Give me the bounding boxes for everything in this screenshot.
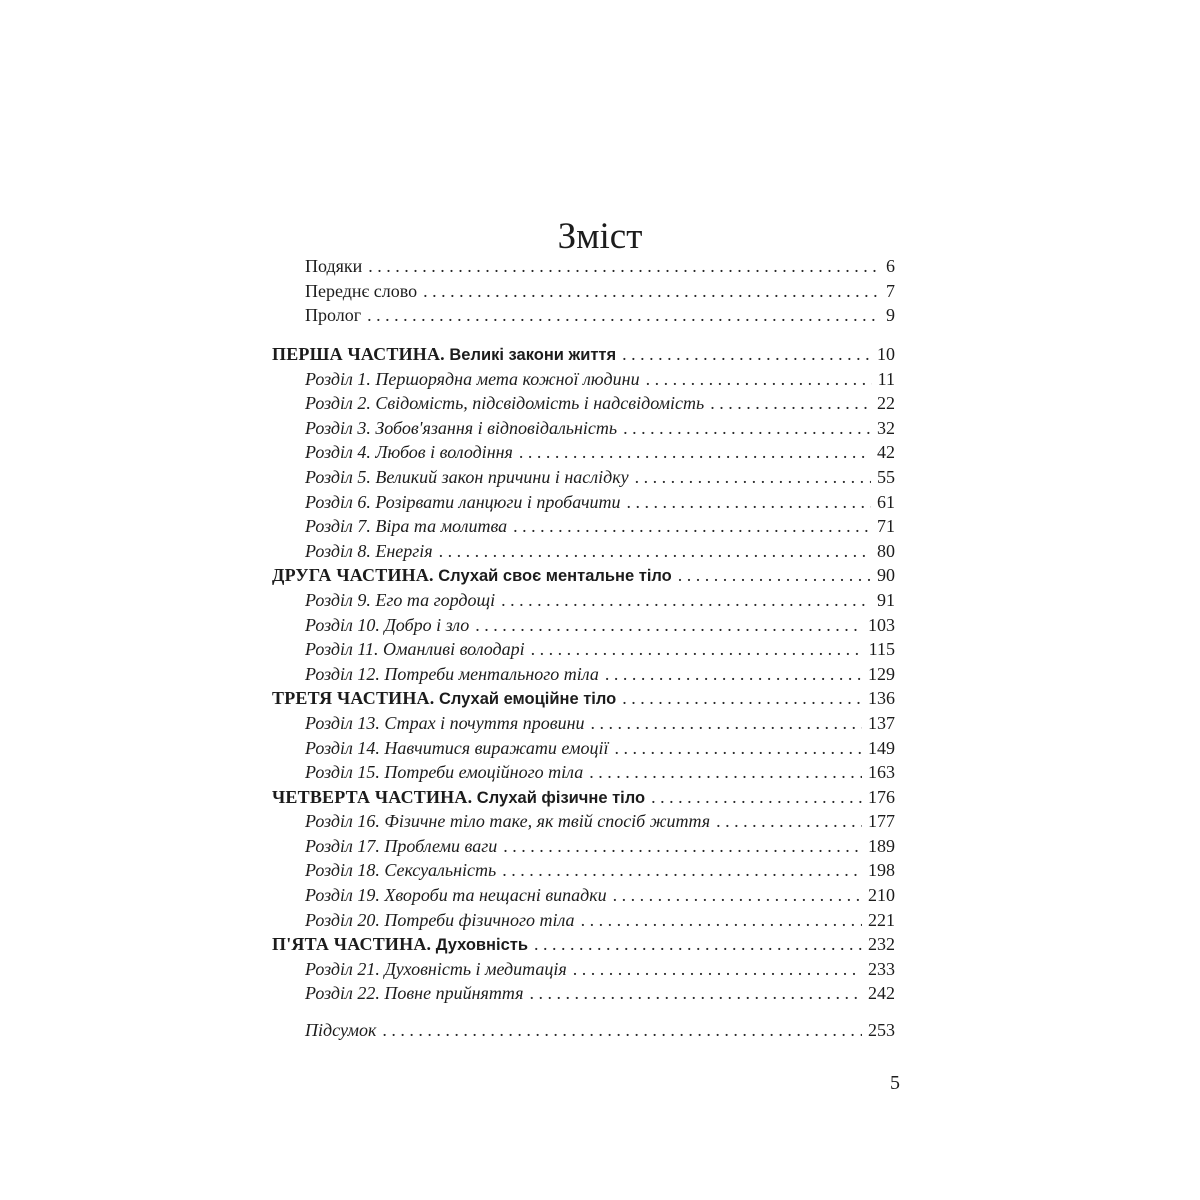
chapter-page: 32 xyxy=(877,417,895,438)
part-heading xyxy=(272,785,895,810)
part-name: ЧЕТВЕРТА ЧАСТИНА. xyxy=(272,786,473,807)
chapter-entry xyxy=(272,440,895,465)
chapter-label: Розділ 10. Добро і зло xyxy=(305,614,470,635)
chapter-label: Розділ 20. Потреби фізичного тіла xyxy=(305,909,575,930)
dot-leader xyxy=(519,440,871,465)
part-page: 232 xyxy=(868,934,895,955)
chapter-page: 137 xyxy=(868,712,895,733)
chapter-entry xyxy=(272,908,895,933)
part-page: 176 xyxy=(868,786,895,807)
part-heading xyxy=(272,932,895,957)
dot-leader xyxy=(651,785,862,810)
part-subtitle: Слухай фізичне тіло xyxy=(476,788,646,807)
dot-leader xyxy=(439,539,871,564)
chapter-page: 61 xyxy=(877,491,895,512)
part-heading xyxy=(272,686,895,711)
dot-leader xyxy=(534,932,862,957)
chapter-label: Розділ 5. Великий закон причини і наслідку xyxy=(305,466,629,487)
chapter-entry xyxy=(272,711,895,736)
chapter-page: 149 xyxy=(868,737,895,758)
chapter-page: 177 xyxy=(868,811,895,832)
page-number: 5 xyxy=(890,1072,900,1094)
dot-leader xyxy=(627,490,871,515)
dot-leader xyxy=(589,760,862,785)
chapter-entry xyxy=(272,858,895,883)
part-name: П'ЯТА ЧАСТИНА. xyxy=(272,934,432,955)
chapter-page: 80 xyxy=(877,540,895,561)
dot-leader xyxy=(605,662,862,687)
chapter-entry xyxy=(272,736,895,761)
dot-leader xyxy=(368,254,880,279)
chapter-entry xyxy=(272,514,895,539)
chapter-label: Розділ 16. Фізичне тіло таке, як твій спосіб життя xyxy=(305,811,711,832)
chapter-label: Розділ 21. Духовність і медитація xyxy=(305,958,567,979)
chapter-page: 42 xyxy=(877,442,895,463)
parts-list xyxy=(272,342,895,1006)
chapter-label: Розділ 19. Хвороби та нещасні випадки xyxy=(305,885,607,906)
dot-leader xyxy=(622,342,871,367)
chapter-page: 198 xyxy=(868,860,895,881)
chapter-entry xyxy=(272,391,895,416)
chapter-entry xyxy=(272,981,895,1006)
chapter-label: Розділ 13. Страх і почуття провини xyxy=(305,712,585,733)
dot-leader xyxy=(502,858,862,883)
summary-entry-block xyxy=(305,1018,895,1043)
chapter-label: Розділ 1. Першорядна мета кожної людини xyxy=(305,368,640,389)
chapter-page: 22 xyxy=(877,393,895,414)
chapter-label: Розділ 9. Его та гордощі xyxy=(305,589,496,610)
toc-entry-page: 9 xyxy=(886,305,895,326)
toc-entry xyxy=(305,279,895,304)
dot-leader xyxy=(716,809,862,834)
part-heading-label xyxy=(272,342,616,368)
dot-leader xyxy=(529,981,862,1006)
part-name: ДРУГА ЧАСТИНА. xyxy=(272,565,434,586)
chapter-page: 11 xyxy=(877,368,895,389)
chapter-entry xyxy=(272,957,895,982)
chapter-label: Розділ 18. Сексуальність xyxy=(305,860,497,881)
chapter-label: Розділ 14. Навчитися виражати емоції xyxy=(305,737,609,758)
dot-leader xyxy=(646,367,872,392)
chapter-page: 71 xyxy=(877,516,895,537)
chapter-label: Розділ 2. Свідомість, підсвідомість і надсвідомість xyxy=(305,393,705,414)
chapter-entry xyxy=(272,490,895,515)
chapter-page: 163 xyxy=(868,762,895,783)
chapter-label: Розділ 4. Любов і володіння xyxy=(305,442,513,463)
chapter-page: 189 xyxy=(868,835,895,856)
chapter-label: Розділ 7. Віра та молитва xyxy=(305,516,508,537)
dot-leader xyxy=(503,834,862,859)
dot-leader xyxy=(531,637,863,662)
dot-leader xyxy=(613,883,862,908)
part-page: 90 xyxy=(877,565,895,586)
part-heading-label xyxy=(272,686,616,712)
dot-leader xyxy=(623,416,871,441)
toc-entry-label: Подяки xyxy=(305,256,363,276)
chapter-entry xyxy=(272,637,895,662)
part-page: 136 xyxy=(868,688,895,709)
toc-entry-page: 6 xyxy=(886,256,895,276)
part-heading xyxy=(272,342,895,367)
chapter-entry xyxy=(272,809,895,834)
dot-leader xyxy=(573,957,862,982)
chapter-page: 115 xyxy=(868,639,895,660)
chapter-label: Розділ 6. Розірвати ланцюги і пробачити xyxy=(305,491,621,512)
chapter-label: Розділ 8. Енергія xyxy=(305,540,433,561)
dot-leader xyxy=(501,588,871,613)
toc-entry-summary xyxy=(305,1018,895,1043)
part-subtitle: Великі закони життя xyxy=(449,346,617,364)
chapter-entry xyxy=(272,367,895,392)
part-page: 10 xyxy=(877,344,895,364)
toc-entry-page: 253 xyxy=(868,1020,895,1040)
part-subtitle: Слухай своє ментальне тіло xyxy=(438,567,672,586)
chapter-entry xyxy=(272,883,895,908)
toc-entry xyxy=(305,303,895,328)
dot-leader xyxy=(614,736,862,761)
chapter-entry xyxy=(272,416,895,441)
page-title: Зміст xyxy=(557,215,643,257)
part-subtitle: Духовність xyxy=(435,936,529,955)
chapter-page: 55 xyxy=(877,466,895,487)
chapter-page: 91 xyxy=(877,589,895,610)
chapter-page: 233 xyxy=(868,958,895,979)
chapter-entry xyxy=(272,834,895,859)
chapter-page: 129 xyxy=(868,663,895,684)
dot-leader xyxy=(635,465,871,490)
dot-leader xyxy=(367,303,880,328)
chapter-label: Розділ 12. Потреби ментального тіла xyxy=(305,663,599,684)
dot-leader xyxy=(591,711,862,736)
dot-leader xyxy=(513,514,871,539)
chapter-entry xyxy=(272,539,895,564)
chapter-page: 242 xyxy=(868,983,895,1004)
chapter-page: 210 xyxy=(868,885,895,906)
part-heading xyxy=(272,563,895,588)
part-name: ТРЕТЯ ЧАСТИНА. xyxy=(272,688,435,709)
part-heading-label xyxy=(272,563,672,589)
chapter-entry xyxy=(272,588,895,613)
chapter-entry xyxy=(272,613,895,638)
toc-entry-page: 7 xyxy=(886,280,895,301)
dot-leader xyxy=(423,279,880,304)
toc-entry-label: Переднє слово xyxy=(305,280,418,301)
chapter-label: Розділ 3. Зобов'язання і відповідальність xyxy=(305,417,618,438)
toc-entry-label: Підсумок xyxy=(305,1020,377,1040)
chapter-entry xyxy=(272,760,895,785)
chapter-page: 103 xyxy=(868,614,895,635)
chapter-entry xyxy=(272,465,895,490)
toc-entry-label: Пролог xyxy=(305,305,362,326)
front-matter-list xyxy=(305,254,895,328)
dot-leader xyxy=(382,1018,862,1043)
chapter-entry xyxy=(272,662,895,687)
part-heading-label xyxy=(272,785,645,811)
chapter-label: Розділ 22. Повне прийняття xyxy=(305,983,524,1004)
part-subtitle: Слухай емоційне тіло xyxy=(438,690,617,709)
chapter-label: Розділ 15. Потреби емоційного тіла xyxy=(305,762,584,783)
dot-leader xyxy=(622,686,862,711)
part-heading-label xyxy=(272,932,528,958)
dot-leader xyxy=(678,563,871,588)
chapter-page: 221 xyxy=(868,909,895,930)
dot-leader xyxy=(710,391,871,416)
chapter-label: Розділ 11. Оманливі володарі xyxy=(305,639,525,660)
part-name: ПЕРША ЧАСТИНА. xyxy=(272,344,445,364)
dot-leader xyxy=(475,613,862,638)
chapter-label: Розділ 17. Проблеми ваги xyxy=(305,835,498,856)
toc-entry xyxy=(305,254,895,279)
dot-leader xyxy=(581,908,862,933)
